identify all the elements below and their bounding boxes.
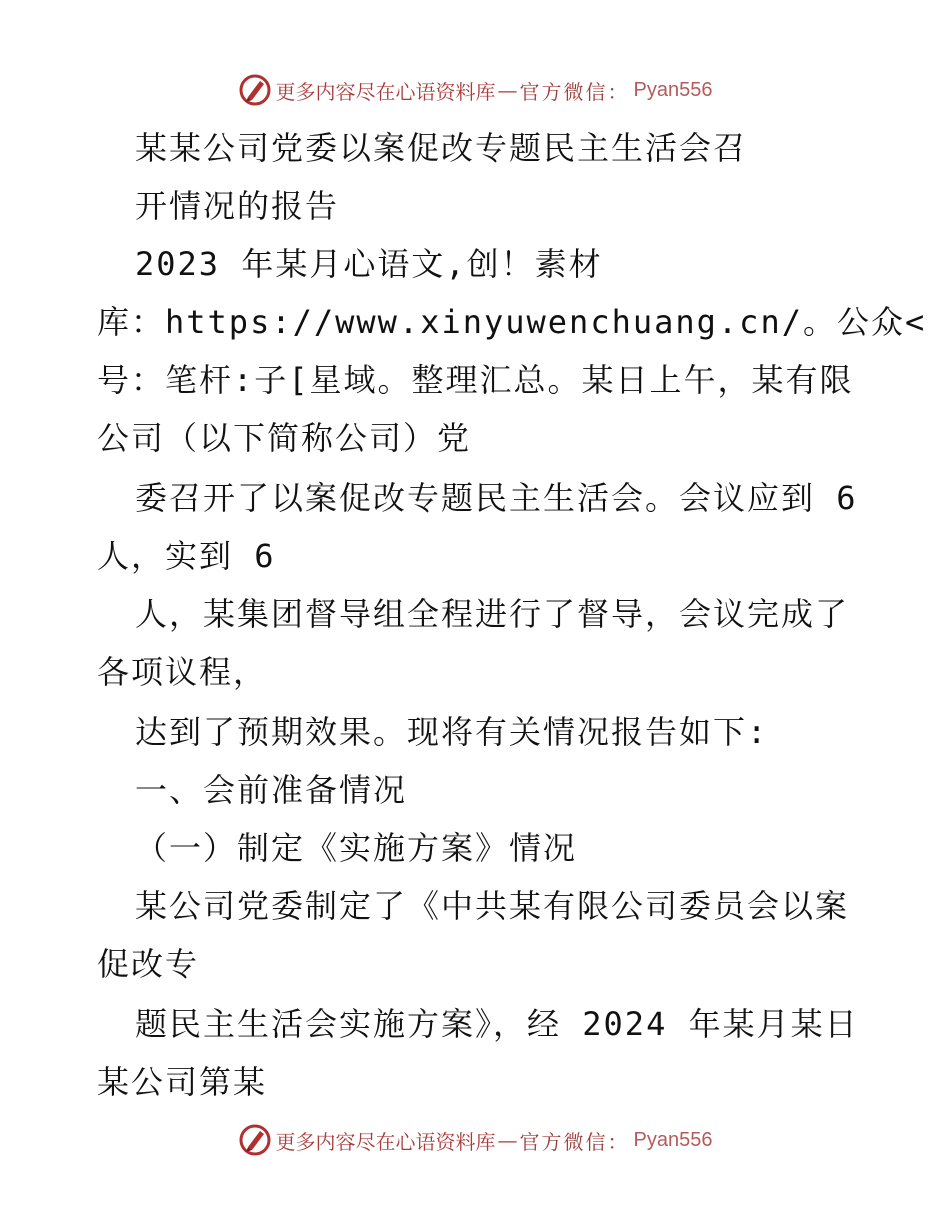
- footer-wechat-label: 官方微信：: [519, 1129, 630, 1154]
- header-banner-separator: —: [497, 78, 518, 102]
- text-line: 各项议程，: [97, 653, 268, 691]
- text-line: 库：https://www.xinyuwenchuang.cn/。公众<: [97, 303, 927, 341]
- text-line: 公司（以下简称公司）党: [97, 419, 472, 457]
- text-line: 人，某集团督导组全程进行了督导，会议完成了: [135, 595, 850, 633]
- text-line: 促改专: [97, 945, 200, 983]
- text-line: 达到了预期效果。现将有关情况报告如下:: [135, 713, 769, 751]
- text-line: 号：笔杆:子[星域。整理汇总。某日上午，某有限: [97, 361, 854, 399]
- footer-banner: [0, 1120, 950, 1160]
- text-line: 某某公司党委以案促改专题民主生活会召: [135, 129, 748, 167]
- pen-logo-icon: [238, 1123, 272, 1157]
- text-line: 开情况的报告: [135, 187, 340, 225]
- text-line: 委召开了以案促改专题民主生活会。会议应到 6: [135, 479, 858, 517]
- section-heading: 一、会前准备情况: [135, 771, 408, 809]
- text-line: 题民主生活会实施方案》，经 2024 年某月某日: [135, 1005, 859, 1043]
- header-wechat-label: 官方微信：: [519, 79, 630, 104]
- pen-logo-icon: [238, 73, 272, 107]
- header-banner-text: 更多内容尽在心语资料库: [275, 79, 496, 104]
- text-line: 某公司第某: [97, 1063, 268, 1101]
- text-line: 2023 年某月心语文,创！素材: [135, 245, 603, 283]
- text-line: 某公司党委制定了《中共某有限公司委员会以案: [135, 887, 850, 925]
- header-banner: [0, 70, 950, 110]
- footer-wechat-id: Pyan556: [633, 1128, 713, 1151]
- header-wechat-id: Pyan556: [633, 78, 713, 101]
- subsection-heading: （一）制定《实施方案》情况: [135, 829, 578, 867]
- text-line: 人，实到 6: [97, 537, 276, 575]
- footer-banner-text: 更多内容尽在心语资料库: [275, 1129, 496, 1154]
- footer-banner-separator: —: [497, 1128, 518, 1152]
